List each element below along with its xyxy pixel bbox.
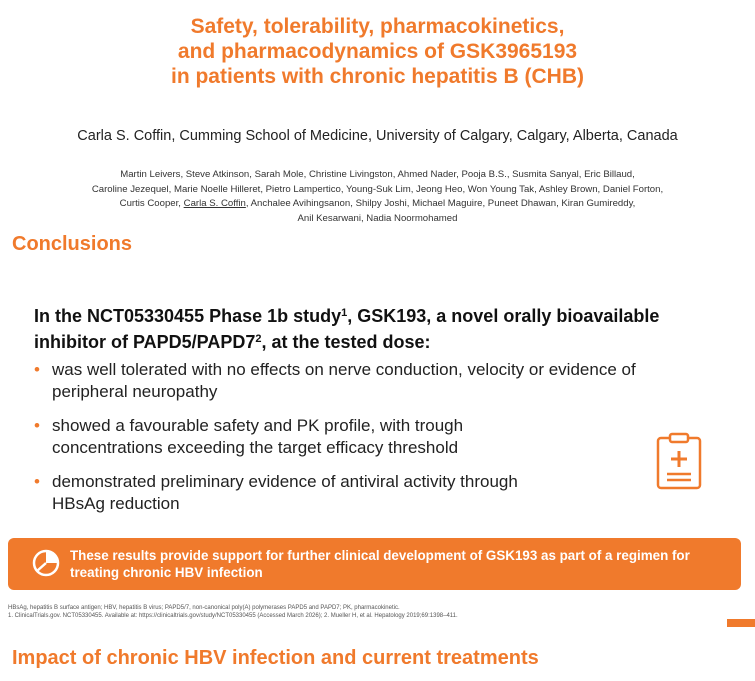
- impact-heading: Impact of chronic HBV infection and current treatments: [12, 647, 539, 669]
- title-line-3: in patients with chronic hepatitis B (CHB): [170, 65, 585, 88]
- presenter-affiliation: Carla S. Coffin, Cumming School of Medicine, University of Calgary, Calgary, Alberta, Canada: [77, 128, 678, 144]
- author-list: [20, 168, 735, 226]
- study-intro: [34, 302, 724, 354]
- abbreviations: HBsAg, hepatitis B surface antigen; HBV, hepatitis B virus; PAPD5/7, non-canonical poly(A) polymerases PAPD5 and PAPD7; PK, pharmacokinetic.: [8, 605, 400, 611]
- accent-bar: [727, 619, 755, 627]
- pie-chart-icon: [32, 549, 60, 577]
- bullet-text: demonstrated preliminary evidence of antiviral activity through HBsAg reduction: [52, 472, 518, 513]
- clipboard-plus-icon: [655, 432, 703, 490]
- bullet-text: showed a favourable safety and PK profile, with trough concentrations exceeding the target efficacy threshold: [52, 416, 464, 457]
- authors-line-3-post: , Anchalee Avihingsanon, Shilpy Joshi, Michael Maguire, Puneet Dhawan, Kiran Gumireddy,: [245, 198, 636, 209]
- footnote-ref-1: 1: [341, 307, 348, 319]
- presenting-author-name: Carla S. Coffin: [183, 198, 246, 209]
- conclusion-bullets: [34, 359, 714, 527]
- title-line-2: and pharmacodynamics of GSK3965193: [177, 40, 578, 63]
- bullet-dot: •: [34, 472, 40, 491]
- banner-text: These results provide support for further clinical development of GSK193 as part of a regimen for treating chronic HBV infection: [70, 548, 690, 580]
- bullet-item: [34, 471, 534, 514]
- bullet-item: [34, 415, 534, 458]
- footnotes: [8, 604, 608, 620]
- study-intro-part-3: , at the tested dose:: [261, 332, 431, 352]
- footnote-ref-2: 2: [255, 333, 262, 345]
- authors-line-4: Anil Kesarwani, Nadia Noormohamed: [297, 212, 458, 224]
- conclusions-heading: Conclusions: [12, 233, 133, 255]
- bullet-text: was well tolerated with no effects on nerve conduction, velocity or evidence of peripheral neuropathy: [52, 360, 636, 401]
- study-intro-part-1: In the NCT05330455 Phase 1b study: [34, 306, 342, 326]
- study-intro-part-2: , GSK193, a novel orally bioavailable inhibitor of PAPD5/PAPD7: [34, 306, 660, 352]
- bullet-dot: •: [34, 360, 40, 379]
- bullet-dot: •: [34, 416, 40, 435]
- authors-line-2: Caroline Jezequel, Marie Noelle Hilleret, Pietro Lampertico, Young-Suk Lim, Jeong Heo, Won Young Tak, Ashley Brown, Daniel Forton,: [91, 183, 664, 195]
- authors-line-3: [20, 197, 735, 212]
- references: 1. ClinicalTrials.gov. NCT05330455. Available at: https://clinicaltrials.gov/study/NCT05330455 (Accessed March 2026); 2. Mueller H, et al. Hepatology 2019;69:1398–411.: [8, 613, 458, 619]
- title-line-1: Safety, tolerability, pharmacokinetics,: [190, 15, 565, 38]
- authors-line-1: Martin Leivers, Steve Atkinson, Sarah Mole, Christine Livingston, Ahmed Nader, Pooja B.S., Susmita Sanyal, Eric Billaud,: [120, 169, 635, 180]
- slide-title: [40, 14, 715, 89]
- bullet-item: [34, 359, 714, 402]
- authors-line-3-pre: Curtis Cooper,: [119, 198, 184, 209]
- key-takeaway-banner: [8, 538, 741, 590]
